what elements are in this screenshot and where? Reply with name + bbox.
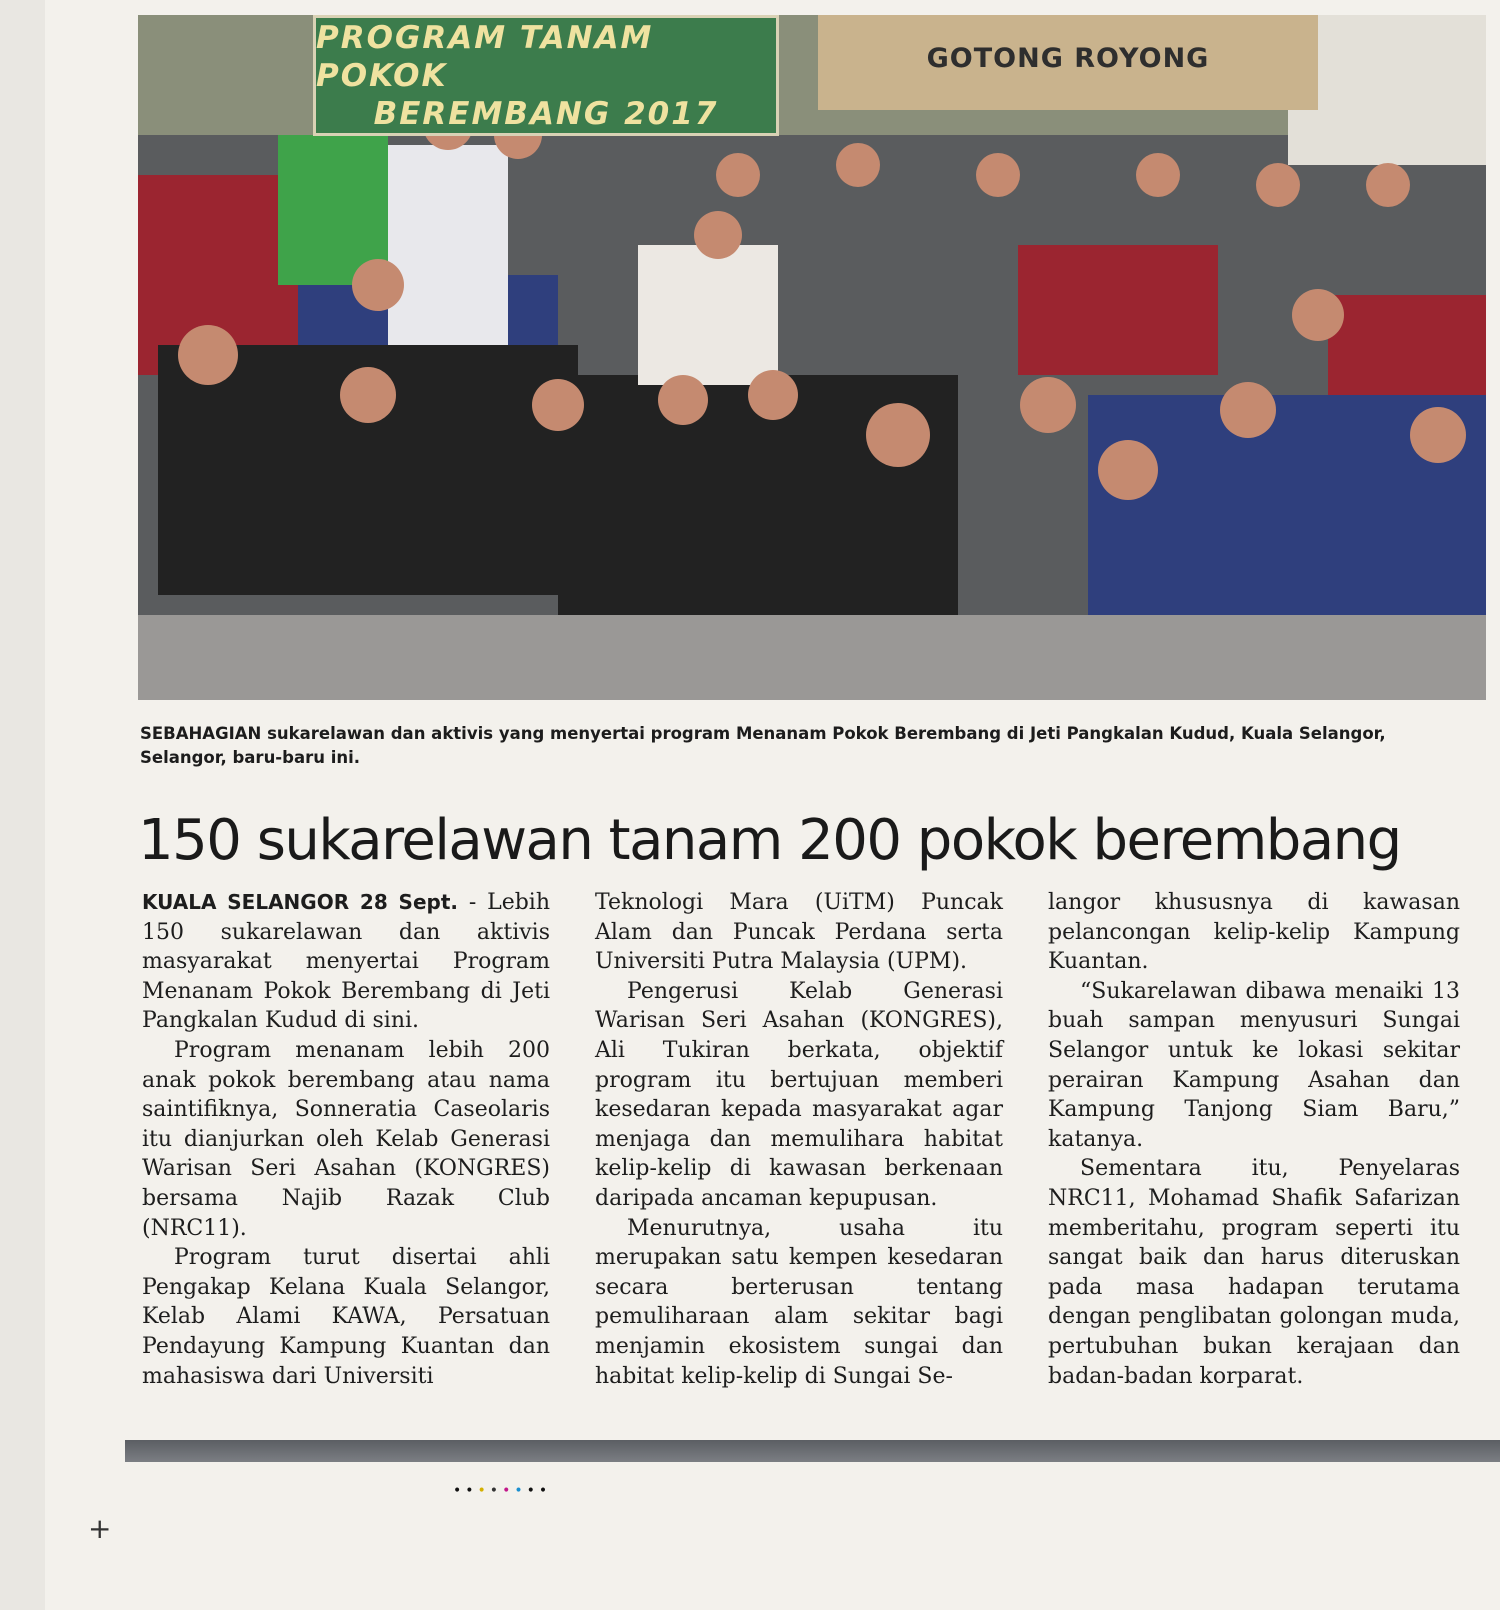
paragraph: Pengerusi Kelab Generasi Warisan Seri Asahan (KONGRES), Ali Tukiran berkata, objektif program itu bertujuan memberi kesedaran kepada masyarakat agar menjaga dan memulihara habitat kelip-kelip di kawasan berkenaan daripada ancaman kepupusan. — [595, 978, 1003, 1211]
paragraph: Program menanam lebih 200 anak pokok berembang atau nama saintifiknya, Sonneratia Caseolaris itu dianjurkan oleh Kelab Generasi Warisan Seri Asahan (KONGRES) bersama Najib Razak Club (NRC11). — [142, 1037, 550, 1241]
color-registration-marks: •••••••• — [453, 1483, 552, 1499]
photo-banner-left — [313, 15, 779, 136]
photo-caption — [140, 722, 1470, 770]
paragraph: Menurutnya, usaha itu merupakan satu kempen kesedaran secara berterusan tentang pemuliharaan alam sekitar bagi menjamin ekosistem sungai dan habitat kelip-kelip di Sungai Se- — [595, 1215, 1003, 1389]
paragraph: “Sukarelawan dibawa menaiki 13 buah sampan menyusuri Sungai Selangor untuk ke lokasi sekitar perairan Kampung Asahan dan Kampung Tanjong Siam Baru,” katanya. — [1048, 978, 1460, 1152]
caption-text: sukarelawan dan aktivis yang menyertai program Menanam Pokok Berembang di Jeti Pangkalan Kudud, Kuala Selangor, Selangor, baru-baru ini. — [140, 724, 1386, 767]
dateline: KUALA SELANGOR 28 Sept. — [142, 890, 458, 914]
bottom-rule — [125, 1440, 1500, 1462]
group-photo — [138, 15, 1486, 700]
article-column-1 — [142, 888, 550, 1391]
article-column-2 — [595, 888, 1003, 1391]
caption-lead: SEBAHAGIAN — [140, 724, 262, 743]
paragraph: Program turut disertai ahli Pengakap Kelana Kuala Selangor, Kelab Alami KAWA, Persatuan Pendayung Kampung Kuantan dan mahasiswa dari Universiti — [142, 1245, 550, 1389]
paragraph: langor khususnya di kawasan pelancongan kelip-kelip Kampung Kuantan. — [1048, 890, 1460, 975]
crop-mark-icon: + — [88, 1512, 112, 1545]
banner-left-line1: PROGRAM TANAM POKOK — [316, 19, 654, 94]
paragraph: Teknologi Mara (UiTM) Puncak Alam dan Puncak Perdana serta Universiti Putra Malaysia (UPM). — [595, 890, 1003, 975]
article-headline: 150 sukarelawan tanam 200 pokok berembang — [138, 808, 1401, 873]
paragraph — [142, 888, 550, 1036]
article-column-3 — [1048, 888, 1460, 1391]
banner-right-text: GOTONG ROYONG — [926, 43, 1210, 74]
paragraph: Sementara itu, Penyelaras NRC11, Mohamad Shafik Safarizan memberitahu, program seperti itu sangat baik dan harus diteruskan pada masa hadapan terutama dengan penglibatan golongan muda, pertubuhan bukan kerajaan dan badan-badan korparat. — [1048, 1156, 1460, 1389]
page-margin — [0, 0, 45, 1610]
photo-banner-right — [818, 15, 1318, 110]
banner-left-line2: BEREMBANG 2017 — [373, 95, 719, 132]
paragraph-text: - Lebih 150 sukarelawan dan aktivis masyarakat menyertai Program Menanam Pokok Berembang di Jeti Pangkalan Kudud di sini. — [142, 890, 551, 1034]
